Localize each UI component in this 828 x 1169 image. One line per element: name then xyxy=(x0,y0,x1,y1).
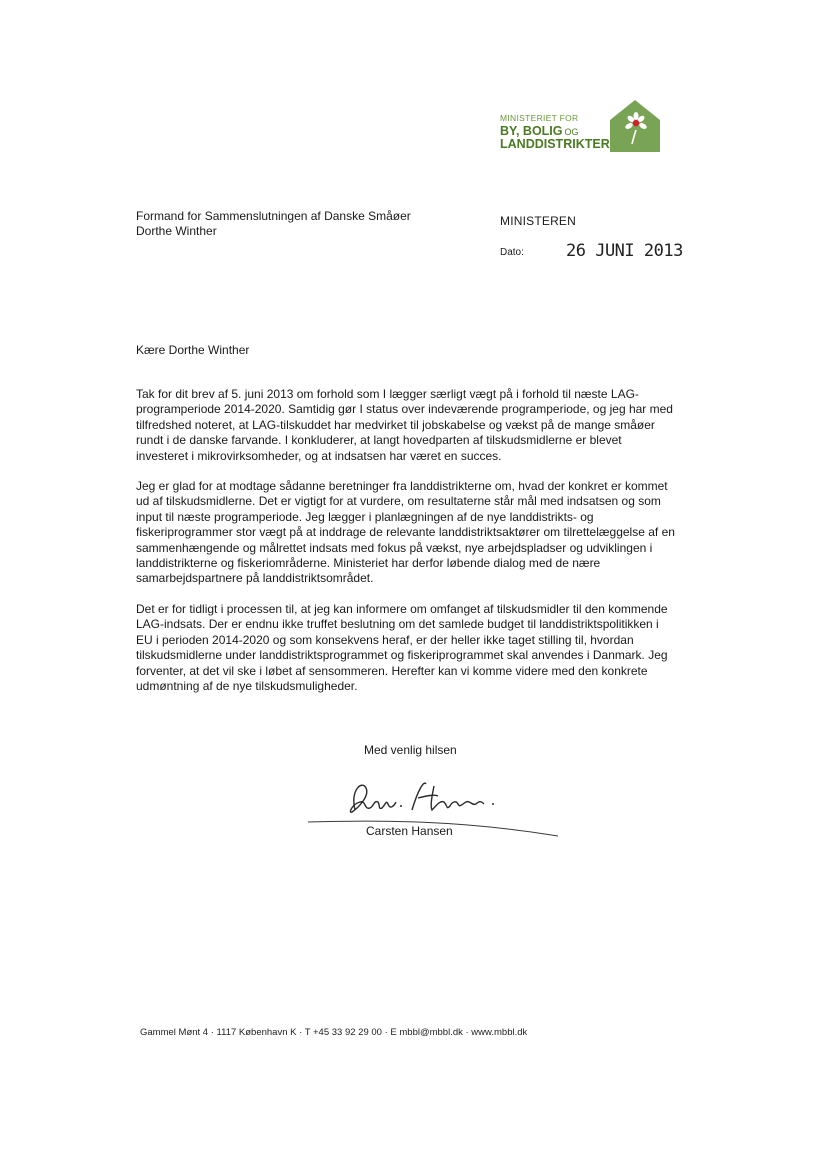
logo-text xyxy=(500,114,610,151)
sender-title: MINISTEREN xyxy=(500,214,577,228)
greeting: Kære Dorthe Winther xyxy=(136,343,250,357)
letter-body xyxy=(136,387,676,709)
paragraph-2: Jeg er glad for at modtage sådanne beretninger fra landdistrikterne om, hvad der konkret er kommet ud af tilskudsmidlerne. Det er vigtigt for at vurdere, om resultaterne står mål med indsatsen og som input til næste programperiode. Jeg lægger i planlægningen af de nye landdistrikts- og fiskeriprogrammer stor vægt på at inddrage de relevante landdistriktsaktører om tilrettelæggelse af en sammenhængende og målrettet indsats med fokus på vækst, nye arbejdspladser og udviklingen i landdistrikterne og fiskeriområderne. Ministeriet har derfor løbende dialog med de nære samarbejdspartnere på landdistriktsområdet. xyxy=(136,479,675,586)
paragraph-1: Tak for dit brev af 5. juni 2013 om forhold som I lægger særligt vægt på i forhold til næste LAG-programperiode 2014-2020. Samtidig gør I status over indeværende programperiode, og jeg har med tilfredshed noteret, at LAG-tilskuddet har medvirket til jobskabelse og vækst på de mange småøer rundt i de danske farvande. I konkluderer, at langt hovedparten af tilskudsmidlerne er blevet investeret i mikrovirksomheder, og at indsatsen har været en succes. xyxy=(136,387,673,463)
logo-line-2-og: OG xyxy=(564,126,579,137)
logo-line-3: LANDDISTRIKTER xyxy=(500,137,610,151)
footer-address: Gammel Mønt 4 · 1117 København K · T +45 33 92 29 00 · E mbbl@mbbl.dk · www.mbbl.dk xyxy=(140,1027,528,1038)
paragraph-3: Det er for tidligt i processen til, at jeg kan informere om omfanget af tilskudsmidler til den kommende LAG-indsats. Der er endnu ikke truffet beslutning om det samlede budget til landdistriktspolitikken i EU i perioden 2014-2020 og som konsekvens heraf, er der heller ikke taget stilling til, hvordan tilskudsmidlerne under landdistriktsprogrammet og fiskeriprogrammet skal anvendes i Danmark. Jeg forventer, at det vil ske i løbet af sensommeren. Herefter kan vi komme videre med den konkrete udmøntning af de nye tilskudsmuligheder. xyxy=(136,601,668,693)
logo-line-1: MINISTERIET FOR xyxy=(500,113,579,123)
date-stamp: 26 JUNI 2013 xyxy=(566,241,683,261)
closing: Med venlig hilsen xyxy=(364,743,457,757)
logo-line-2-main: BY, BOLIG xyxy=(500,123,563,138)
ministry-logo xyxy=(500,100,660,152)
date-label: Dato: xyxy=(500,247,524,258)
recipient-line-2: Dorthe Winther xyxy=(136,224,217,238)
signer-name: Carsten Hansen xyxy=(366,824,453,838)
recipient-line-1: Formand for Sammenslutningen af Danske Småøer xyxy=(136,209,411,223)
house-flower-icon xyxy=(610,100,660,152)
logo-line-2 xyxy=(500,125,610,138)
recipient-block xyxy=(136,209,411,239)
